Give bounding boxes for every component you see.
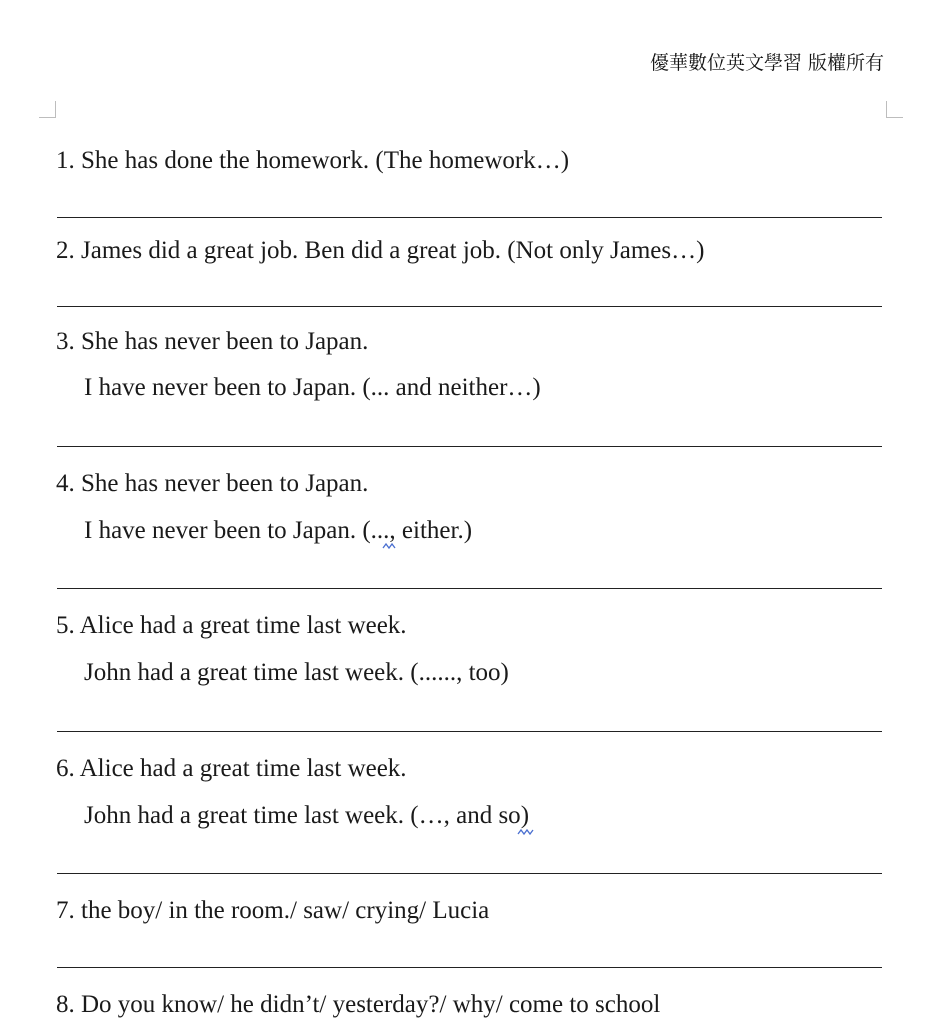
question-4-line-2-text: I have never been to Japan. (..., xyxy=(84,517,396,544)
answer-line-6[interactable] xyxy=(57,873,882,874)
answer-line-4[interactable] xyxy=(57,588,882,589)
question-8-line-1: 8. Do you know/ he didn’t/ yesterday?/ why/ come to school xyxy=(56,991,661,1018)
question-6-line-1: 6. Alice had a great time last week. xyxy=(56,755,407,782)
answer-line-5[interactable] xyxy=(57,731,882,732)
margin-corner-mark-right xyxy=(886,101,903,118)
question-7-line-1: 7. the boy/ in the room./ saw/ crying/ Lucia xyxy=(56,897,490,924)
question-1-line-1: 1. She has done the homework. (The homework…) xyxy=(56,147,570,174)
copyright-header: 優華數位英文學習 版權所有 xyxy=(649,52,884,74)
question-5-line-2: John had a great time last week. (......, too) xyxy=(84,659,509,686)
question-6-line-2-tail: ) xyxy=(520,802,530,829)
question-4-line-1: 4. She has never been to Japan. xyxy=(56,470,369,497)
answer-line-7[interactable] xyxy=(57,967,882,968)
answer-line-3[interactable] xyxy=(57,446,882,447)
question-6-line-2 xyxy=(84,801,529,831)
question-5-line-1: 5. Alice had a great time last week. xyxy=(56,612,407,639)
answer-line-1[interactable] xyxy=(57,217,882,218)
question-2-line-1: 2. James did a great job. Ben did a great job. (Not only James…) xyxy=(56,237,705,264)
question-4-line-2 xyxy=(84,516,472,546)
question-3-line-2: I have never been to Japan. (... and neither…) xyxy=(84,374,541,401)
question-6-line-2-text: John had a great time last week. (…, and so xyxy=(84,802,521,829)
margin-corner-mark-left xyxy=(39,101,56,118)
question-3-line-1: 3. She has never been to Japan. xyxy=(56,328,369,355)
answer-line-2[interactable] xyxy=(57,306,882,307)
question-4-line-2-tail: either.) xyxy=(395,517,473,544)
